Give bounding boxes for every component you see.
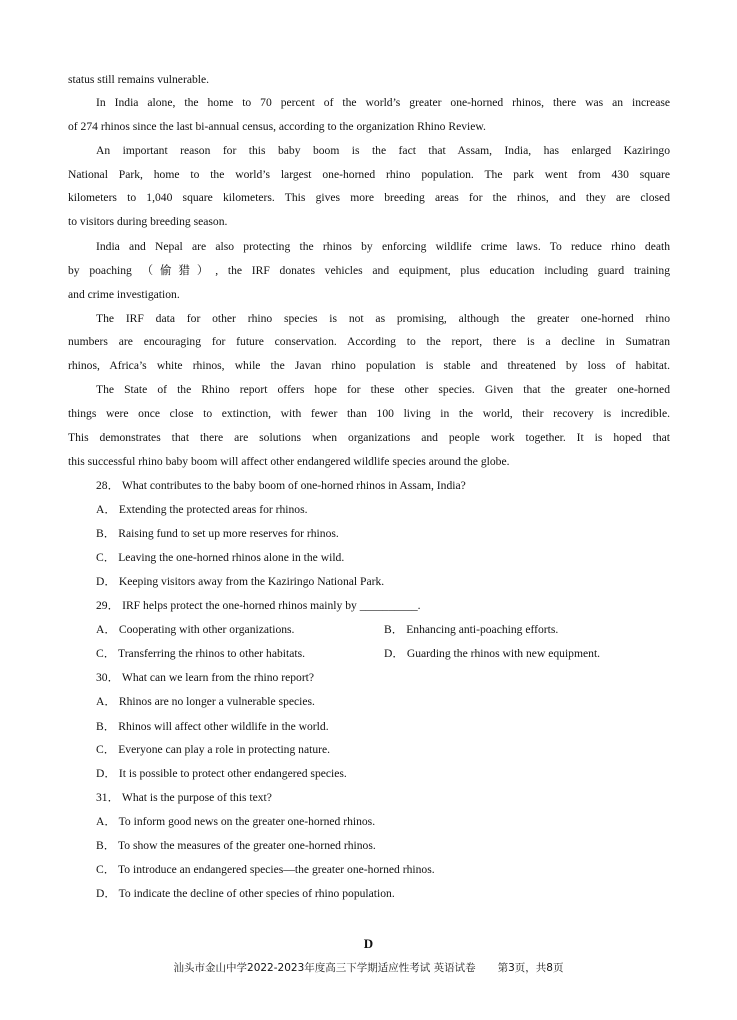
question-29-stem: 29． IRF helps protect the one-horned rhinos mainly by __________. xyxy=(96,599,421,612)
passage-line: This demonstrates that there are solutions when organizations and people work together. It is hoped that xyxy=(68,431,670,444)
passage-line: kilometers to 1,040 square kilometers. This gives more breeding areas for the rhinos, and they are closed xyxy=(68,191,670,204)
question-30-option-d[interactable]: D． It is possible to protect other endangered species. xyxy=(96,767,347,780)
passage-line: numbers are encouraging for future conservation. According to the report, there is a decline in Sumatran xyxy=(68,335,670,348)
question-30-option-a[interactable]: A． Rhinos are no longer a vulnerable species. xyxy=(96,695,315,708)
passage-line: to visitors during breeding season. xyxy=(68,215,228,228)
passage-line: In India alone, the home to 70 percent of the world’s greater one-horned rhinos, there was an increase xyxy=(96,96,670,109)
question-28-option-a[interactable]: A． Extending the protected areas for rhinos. xyxy=(96,503,308,516)
question-29-option-a[interactable]: A． Cooperating with other organizations. xyxy=(96,623,295,636)
page-footer xyxy=(0,960,737,975)
question-29-option-c[interactable]: C． Transferring the rhinos to other habitats. xyxy=(96,647,305,660)
section-label: D xyxy=(363,936,374,951)
question-31-stem: 31． What is the purpose of this text? xyxy=(96,791,272,804)
passage-line: The State of the Rhino report offers hope for these other species. Given that the greater one-horned xyxy=(96,383,670,396)
question-28-option-d[interactable]: D． Keeping visitors away from the Kaziringo National Park. xyxy=(96,575,385,588)
passage-line: and crime investigation. xyxy=(68,288,180,301)
question-28-stem: 28． What contributes to the baby boom of one-horned rhinos in Assam, India? xyxy=(96,479,466,492)
passage-line: The IRF data for other rhino species is not as promising, although the greater one-horned rhino xyxy=(96,312,670,325)
passage-line: status still remains vulnerable. xyxy=(68,73,210,86)
passage-line: India and Nepal are also protecting the rhinos by enforcing wildlife crime laws. To reduce rhino death xyxy=(96,240,670,253)
question-31-option-b[interactable]: B． To show the measures of the greater one-horned rhinos. xyxy=(96,839,376,852)
passage-line: things were once close to extinction, with fewer than 100 living in the world, their recovery is incredible. xyxy=(68,407,670,420)
question-28-option-b[interactable]: B． Raising fund to set up more reserves for rhinos. xyxy=(96,527,339,540)
question-29-option-b[interactable]: B． Enhancing anti-poaching efforts. xyxy=(384,623,559,636)
passage-line: An important reason for this baby boom is the fact that Assam, India, has enlarged Kaziringo xyxy=(96,144,670,157)
passage-line: National Park, home to the world’s largest one-horned rhino population. The park went from 430 square xyxy=(68,168,670,181)
question-28-option-c[interactable]: C． Leaving the one-horned rhinos alone in the wild. xyxy=(96,551,345,564)
footer-title: 汕头市金山中学2022-2023年度高三下学期适应性考试 英语试卷 xyxy=(173,962,476,974)
question-31-option-a[interactable]: A． To inform good news on the greater one-horned rhinos. xyxy=(96,815,376,828)
question-29-option-d[interactable]: D． Guarding the rhinos with new equipment. xyxy=(384,647,601,660)
question-30-stem: 30． What can we learn from the rhino report? xyxy=(96,671,315,684)
question-30-option-b[interactable]: B． Rhinos will affect other wildlife in the world. xyxy=(96,720,329,733)
passage-line: by poaching （偷猎）, the IRF donates vehicles and equipment, plus education including guard training xyxy=(68,264,670,277)
passage-line: rhinos, Africa’s white rhinos, while the Javan rhino population is stable and threatened by loss of habitat. xyxy=(68,359,670,372)
question-31-option-c[interactable]: C． To introduce an endangered species—the greater one-horned rhinos. xyxy=(96,863,435,876)
question-31-option-d[interactable]: D． To indicate the decline of other species of rhino population. xyxy=(96,887,395,900)
passage-line: this successful rhino baby boom will affect other endangered wildlife species around the globe. xyxy=(68,455,510,468)
footer-page-number: 第3页，共8页 xyxy=(497,962,564,974)
question-30-option-c[interactable]: C． Everyone can play a role in protecting nature. xyxy=(96,743,331,756)
passage-line: of 274 rhinos since the last bi-annual census, according to the organization Rhino Review. xyxy=(68,120,486,133)
